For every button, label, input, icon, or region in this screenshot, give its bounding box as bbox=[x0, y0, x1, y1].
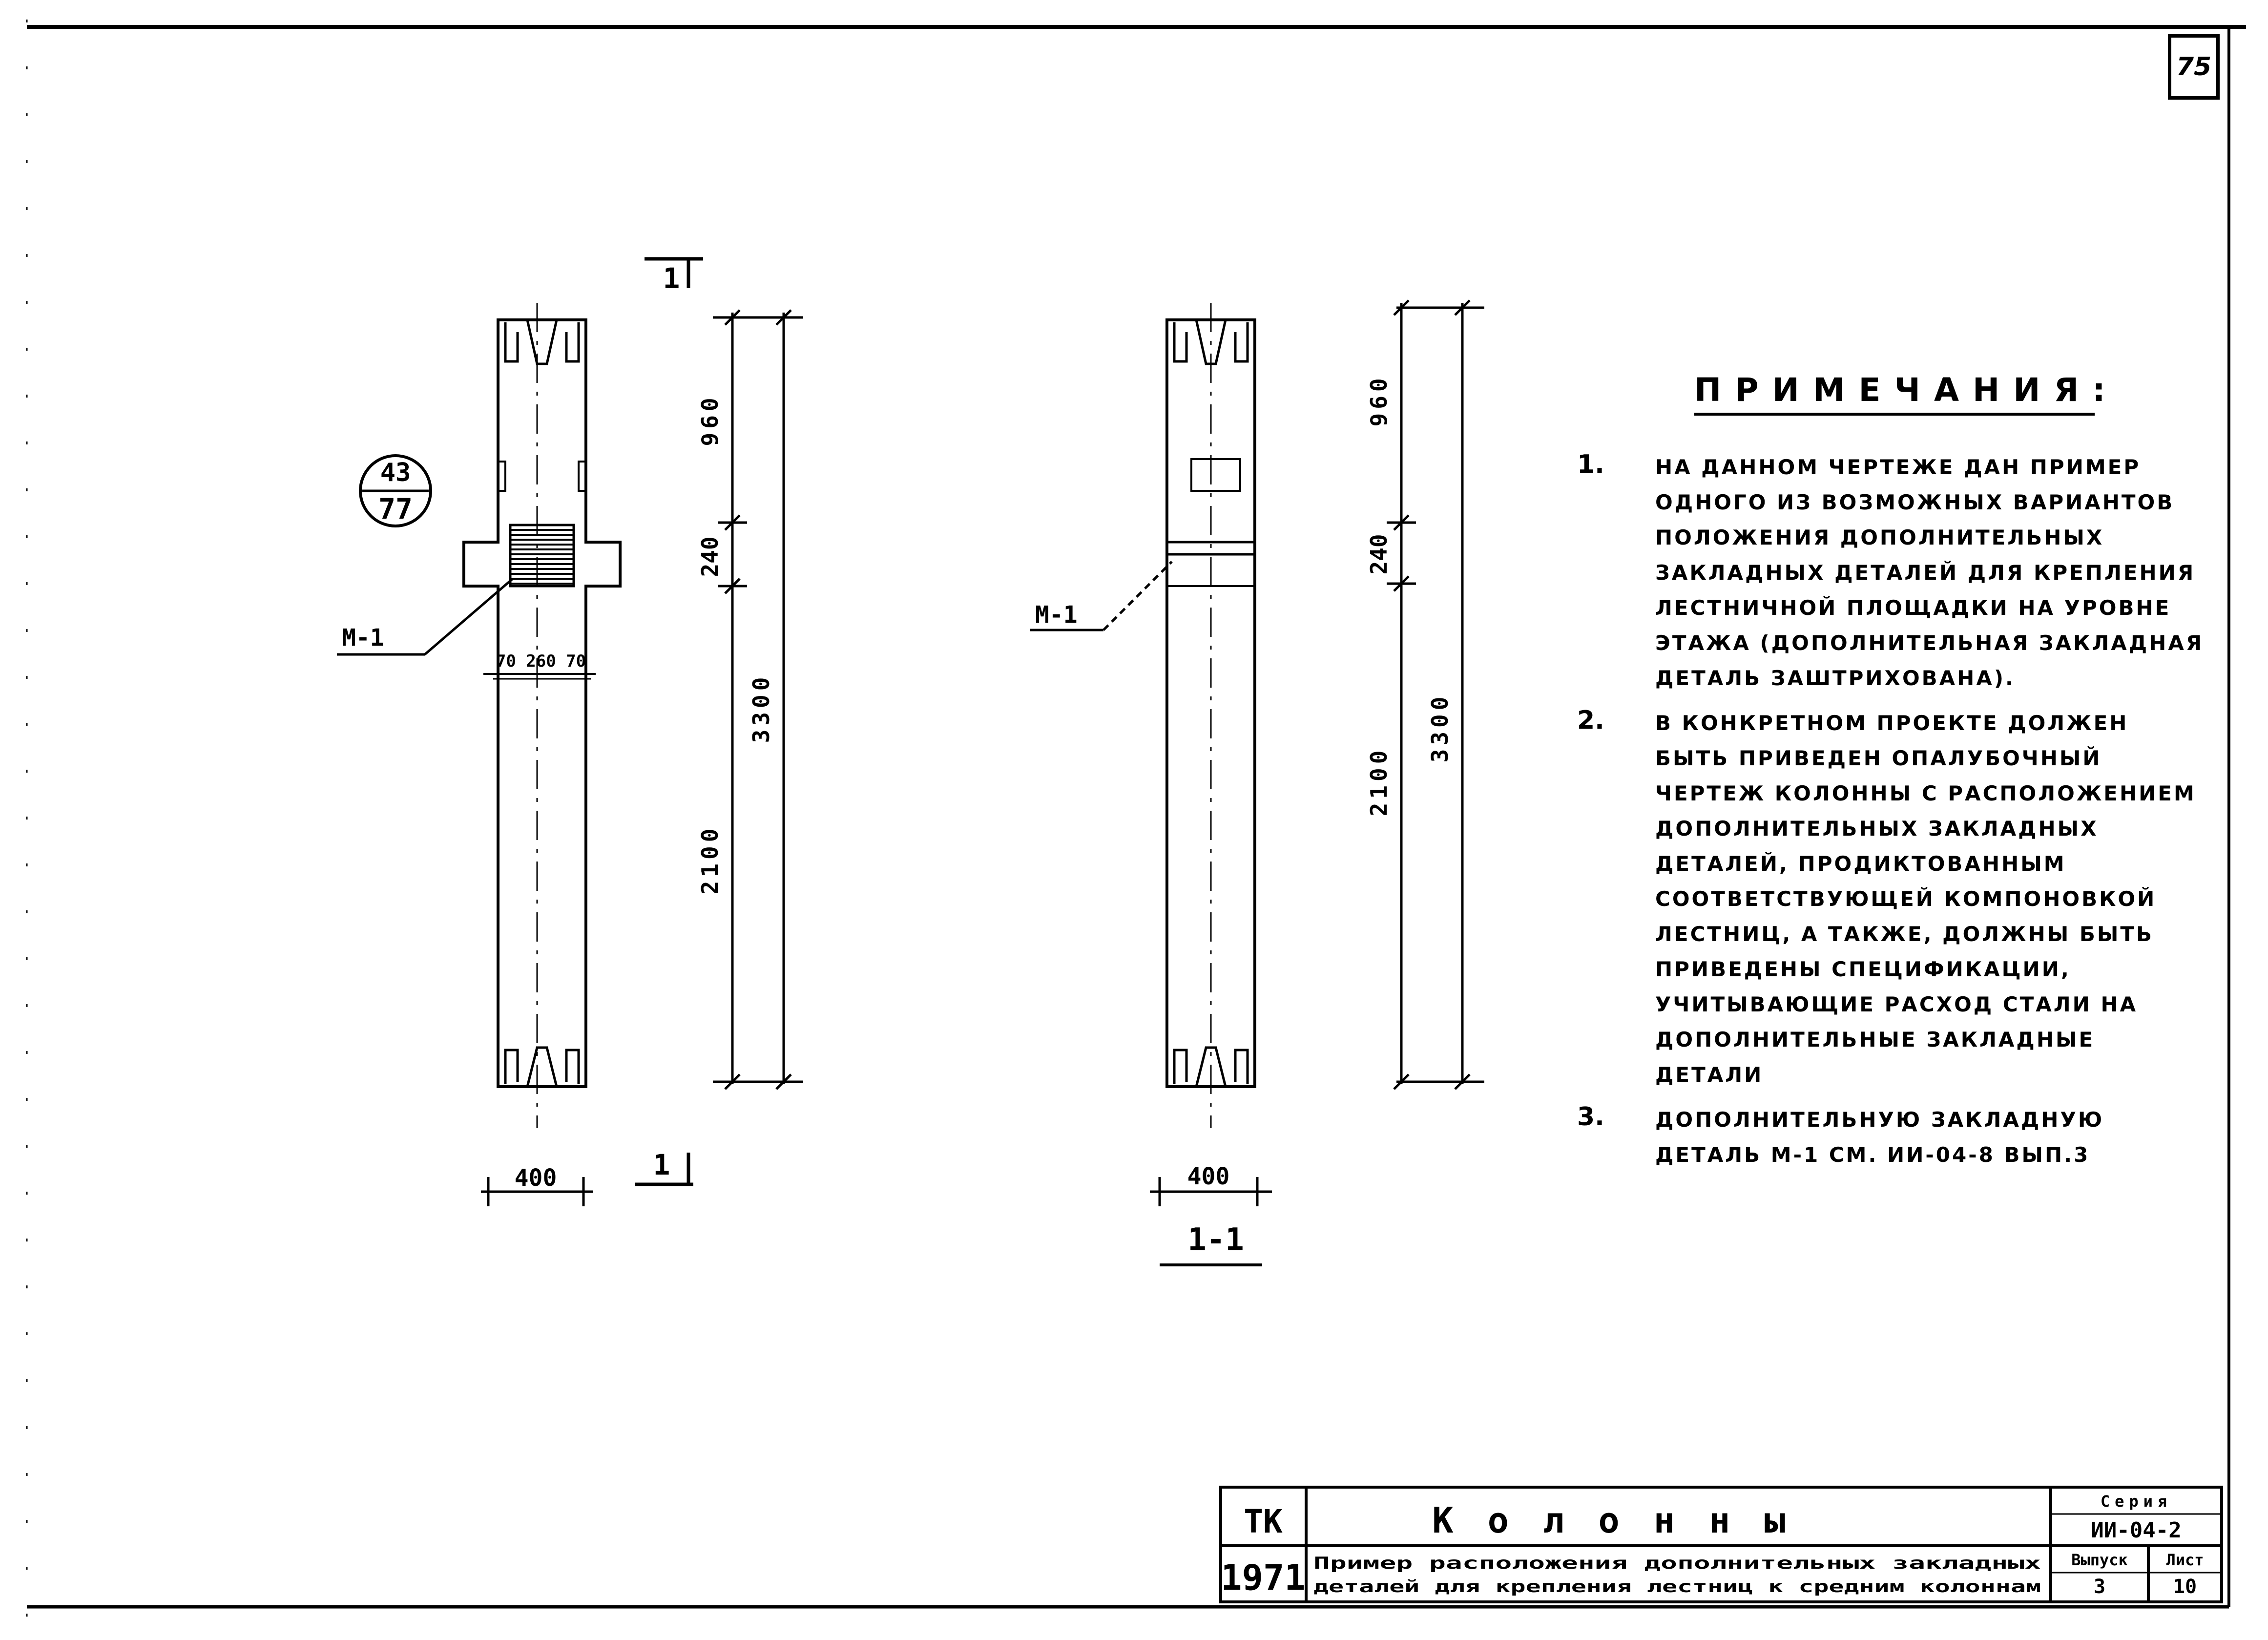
callout-m1-right: М-1 bbox=[1035, 601, 1078, 629]
note-item bbox=[1577, 450, 2212, 696]
section-mark-bottom-label: 1 bbox=[653, 1148, 670, 1181]
dim-left-960: 960 bbox=[697, 394, 723, 446]
width-dimension-right-text: 400 bbox=[1187, 1163, 1230, 1190]
column-section bbox=[1167, 303, 1255, 1128]
sheet-number: 75 bbox=[2168, 34, 2220, 100]
notes-block bbox=[1577, 371, 2212, 1182]
section-label: 1-1 bbox=[1187, 1222, 1244, 1258]
title-block-year: 1971 bbox=[1221, 1557, 1306, 1598]
note-number: 2. bbox=[1577, 706, 1604, 735]
section-mark-top-label: 1 bbox=[663, 262, 680, 295]
series-label: Серия bbox=[2100, 1492, 2172, 1511]
note-item bbox=[1577, 706, 2212, 1093]
sheet-value: 10 bbox=[2173, 1576, 2197, 1598]
note-text: НА ДАННОМ ЧЕРТЕЖЕ ДАН ПРИМЕР ОДНОГО ИЗ ВОЗМОЖНЫХ ВАРИАНТОВ ПОЛОЖЕНИЯ ДОПОЛНИТЕЛЬНЫХ ЗАКЛАДНЫХ ДЕТАЛЕЙ ДЛЯ КРЕПЛЕНИЯ ЛЕСТНИЧНОЙ ПЛОЩАДКИ НА УРОВНЕ ЭТАЖА (ДОПОЛНИТЕЛЬНАЯ ЗАКЛАДНАЯ ДЕТАЛЬ ЗАШТРИХОВАНА). bbox=[1655, 455, 2204, 690]
issue-label: Выпуск bbox=[2071, 1551, 2128, 1569]
dim-right-240: 240 bbox=[1366, 534, 1392, 575]
dim-left-2100: 2100 bbox=[697, 824, 723, 895]
dim-right-3300: 3300 bbox=[1427, 693, 1453, 763]
dim-left-240: 240 bbox=[697, 536, 723, 577]
title-block-org: ТК bbox=[1244, 1503, 1283, 1540]
sheet-label: Лист bbox=[2166, 1551, 2204, 1569]
note-number: 1. bbox=[1577, 450, 1604, 479]
column-facade bbox=[464, 303, 620, 1128]
dim-left-3300: 3300 bbox=[748, 673, 774, 743]
title-block-subtitle-1: Пример расположения дополнительных закладных bbox=[1313, 1554, 2041, 1573]
issue-value: 3 bbox=[2093, 1576, 2106, 1598]
dim-right-960: 960 bbox=[1366, 374, 1392, 427]
dim-right-2100: 2100 bbox=[1366, 746, 1392, 817]
title-block-title: Колонны bbox=[1432, 1500, 1820, 1541]
embedded-part-m1 bbox=[510, 525, 574, 586]
sub-dimension-text: 70 260 70 bbox=[496, 652, 586, 671]
note-number: 3. bbox=[1577, 1102, 1604, 1132]
note-item bbox=[1577, 1102, 2212, 1173]
note-text: ДОПОЛНИТЕЛЬНУЮ ЗАКЛАДНУЮ ДЕТАЛЬ М-1 СМ. ИИ-04-8 ВЫП.3 bbox=[1655, 1108, 2104, 1167]
width-dimension-left-text: 400 bbox=[514, 1164, 557, 1192]
note-text: В КОНКРЕТНОМ ПРОЕКТЕ ДОЛЖЕН БЫТЬ ПРИВЕДЕН ОПАЛУБОЧНЫЙ ЧЕРТЕЖ КОЛОННЫ С РАСПОЛОЖЕНИЕМ ДОПОЛНИТЕЛЬНЫХ ЗАКЛАДНЫХ ДЕТАЛЕЙ, ПРОДИКТОВАННЫМ СООТВЕТСТВУЮЩЕЙ КОМПОНОВКОЙ ЛЕСТНИЦ, А ТАКЖЕ, ДОЛЖНЫ БЫТЬ ПРИВЕДЕНЫ СПЕЦИФИКАЦИИ, УЧИТЫВАЮЩИЕ РАСХОД СТАЛИ НА ДОПОЛНИТЕЛЬНЫЕ ЗАКЛАДНЫЕ ДЕТАЛИ bbox=[1655, 711, 2196, 1087]
reference-number-bottom: 77 bbox=[378, 492, 413, 526]
reference-number-top: 43 bbox=[380, 458, 411, 487]
series-value: ИИ-04-2 bbox=[2091, 1518, 2182, 1543]
callout-m1-left: М-1 bbox=[342, 624, 384, 652]
title-block-subtitle-2: деталей для крепления лестниц к средним колоннам bbox=[1313, 1577, 2041, 1597]
notes-title: ПРИМЕЧАНИЯ: bbox=[1694, 371, 2095, 416]
